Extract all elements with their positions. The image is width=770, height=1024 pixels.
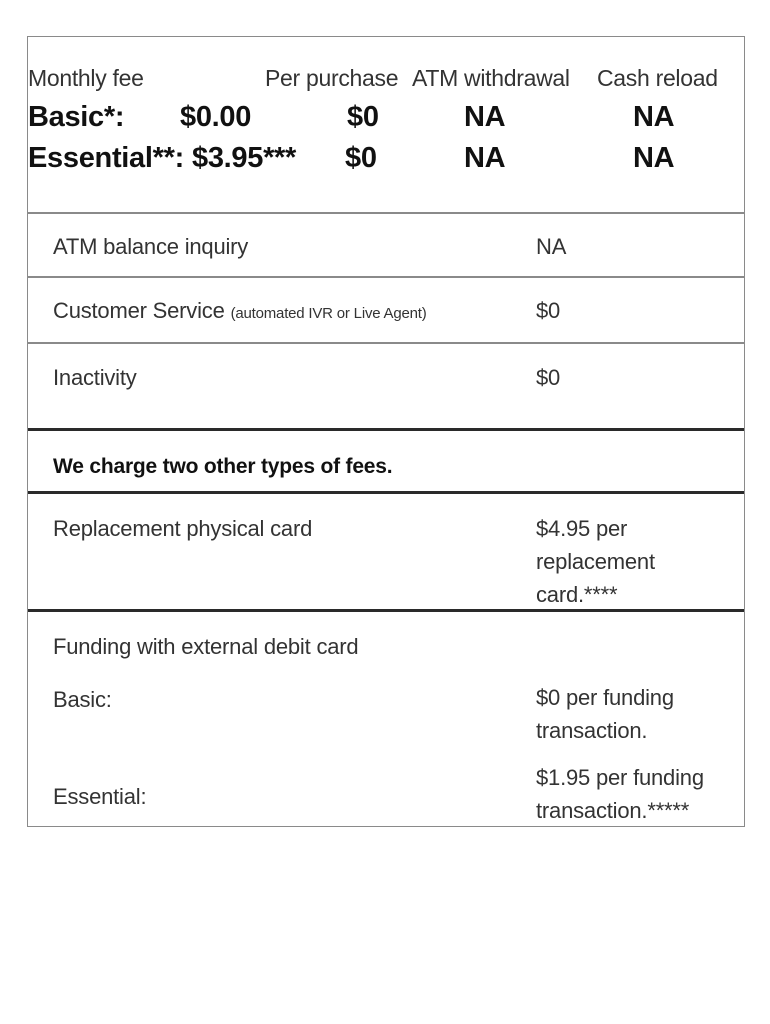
thick-divider bbox=[28, 491, 744, 494]
cash-reload-header: Cash reload bbox=[597, 65, 718, 91]
plan-per-purchase: $0 bbox=[345, 142, 377, 174]
atm-balance-value: NA bbox=[536, 234, 567, 259]
divider bbox=[28, 276, 744, 278]
replacement-value: $4.95 per replacement card.**** bbox=[536, 516, 655, 607]
plan-name: Basic*: bbox=[28, 101, 125, 133]
plan-monthly-fee: $0.00 bbox=[180, 101, 252, 133]
inactivity-label: Inactivity bbox=[53, 365, 137, 390]
atm-balance-label: ATM balance inquiry bbox=[53, 234, 249, 259]
plan-atm-withdrawal: NA bbox=[464, 101, 506, 133]
plan-cash-reload: NA bbox=[633, 142, 675, 174]
divider bbox=[28, 342, 744, 344]
funding-label: Funding with external debit card bbox=[53, 634, 359, 659]
plan-atm-withdrawal: NA bbox=[464, 142, 506, 174]
thick-divider bbox=[28, 428, 744, 431]
funding-essential-value: $1.95 per funding transaction.***** bbox=[536, 765, 704, 823]
divider bbox=[28, 212, 744, 214]
funding-basic-value: $0 per funding transaction. bbox=[536, 685, 674, 743]
replacement-label: Replacement physical card bbox=[53, 516, 313, 541]
plan-cash-reload: NA bbox=[633, 101, 675, 133]
customer-service-note: (automated IVR or Live Agent) bbox=[230, 305, 427, 322]
inactivity-value: $0 bbox=[536, 365, 561, 390]
plan-monthly-fee: $3.95*** bbox=[192, 142, 297, 174]
fee-table bbox=[27, 36, 745, 827]
funding-basic-label: Basic: bbox=[53, 687, 112, 712]
monthly-fee-header: Monthly fee bbox=[28, 65, 144, 91]
plan-name: Essential**: bbox=[28, 142, 184, 174]
plan-per-purchase: $0 bbox=[347, 101, 379, 133]
thick-divider bbox=[28, 609, 744, 612]
other-fees-heading: We charge two other types of fees. bbox=[53, 455, 393, 478]
customer-service-value: $0 bbox=[536, 298, 561, 323]
per-purchase-header: Per purchase bbox=[265, 65, 399, 91]
customer-service-label bbox=[53, 298, 427, 324]
atm-withdrawal-header: ATM withdrawal bbox=[412, 65, 570, 91]
funding-essential-label: Essential: bbox=[53, 784, 147, 809]
customer-service-text: Customer Service bbox=[53, 298, 225, 323]
